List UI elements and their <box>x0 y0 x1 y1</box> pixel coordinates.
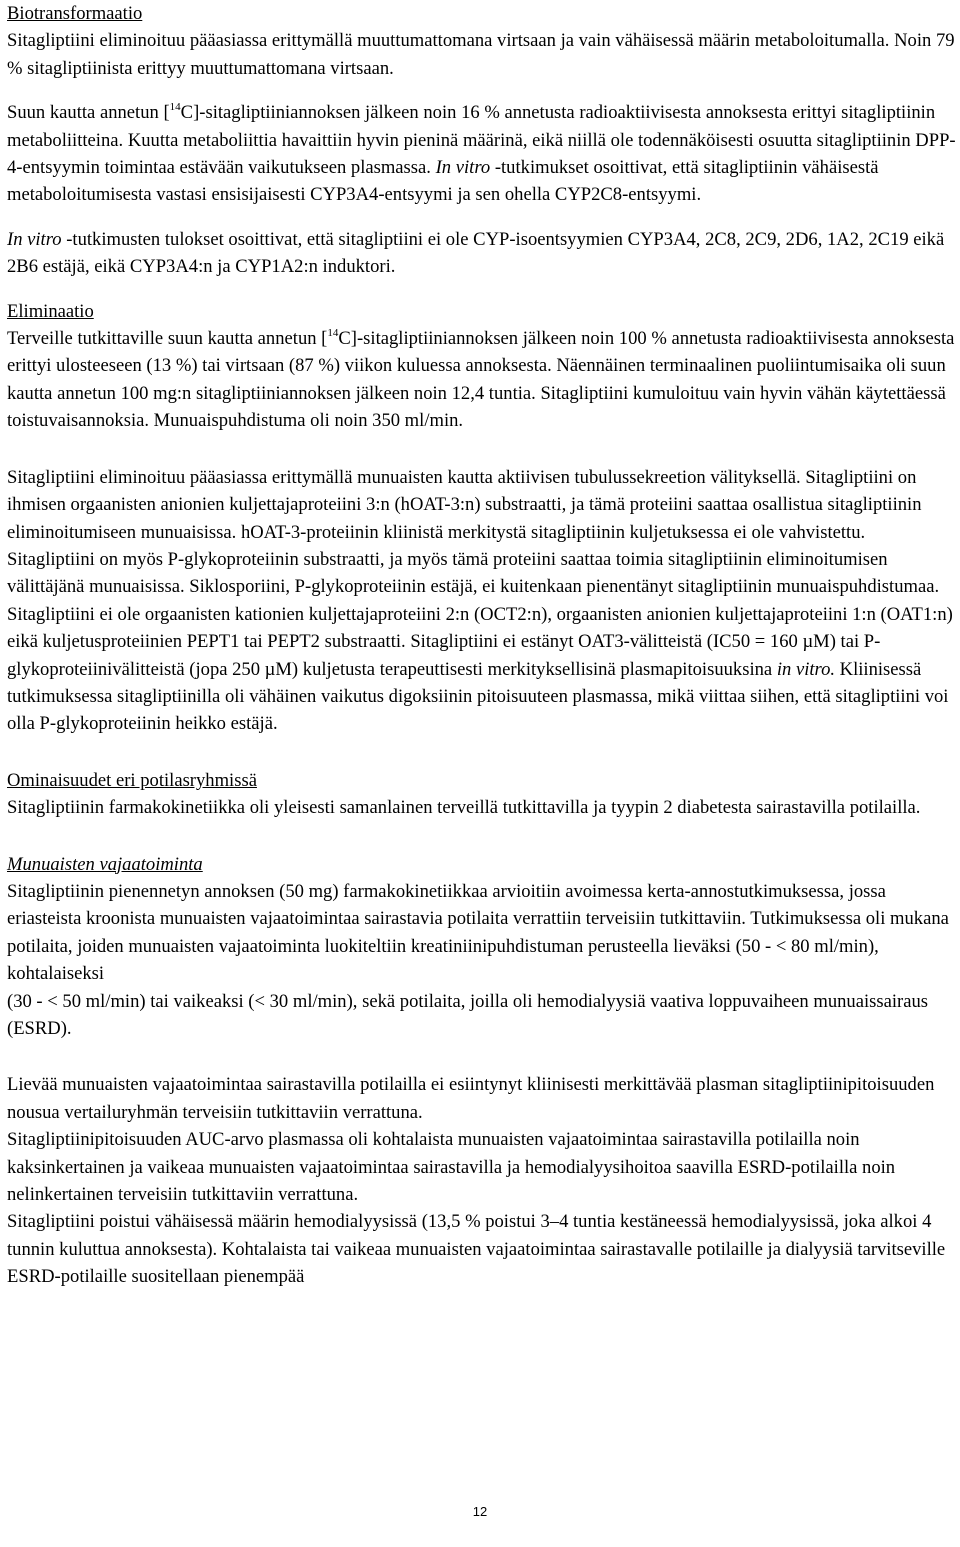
section-heading-biotransformation: Biotransformaatio <box>7 3 143 24</box>
italic-text: In vitro <box>435 157 491 179</box>
italic-text: In vitro <box>7 228 62 250</box>
text-run: Kliinisessä tutkimuksessa sitagliptiinilla oli vähäinen vaikutus digoksiinin pitoisuuteen plasmassa, mikä viittaa siihen, että sitagliptiini voi olla P-glykoproteiinin heikko estäjä. <box>7 658 949 735</box>
text-run: -tutkimusten tulokset osoittivat, että sitagliptiini ei ole CYP-isoentsyymien CYP3A4, 2C8, 2C9, 2D6, 1A2, 2C19 eikä 2B6 estäjä, eikä CYP3A4:n ja CYP1A2:n induktori. <box>7 228 945 278</box>
document-page <box>7 0 957 1291</box>
elimination-paragraph-2 <box>7 464 957 738</box>
renal-paragraph-2c: Sitagliptiini poistui vähäisessä määrin hemodialyysissä (13,5 % poistui 3–4 tuntia kestäneessä hemodialyysissä, joka alkoi 4 tunnin kuluttua annoksesta). Kohtalaista tai vaikeaa munuaisten vajaatoimintaa sairastavalle potilaille ja dialyysiä tarvitseville ESRD-potilaille suositellaan pienempää <box>7 1211 946 1288</box>
section-heading-patient-groups: Ominaisuudet eri potilasryhmissä <box>7 769 257 791</box>
superscript: 14 <box>327 327 339 340</box>
biotransformation-paragraph-2 <box>7 99 957 209</box>
text-run: C]-sitagliptiiniannoksen jälkeen noin 16 % annetusta radioaktiivisesta annoksesta erittyi sitagliptiinin metaboliitteina. Kuutta metaboliittia havaittiin hyvin pieninä määrinä, eikä niillä ole todennäköisesti osuutta sitagliptiinin DPP-4-entsyymin toimintaa estävään vaikutukseen plasmassa. <box>7 102 956 179</box>
page-number: 12 <box>472 1504 488 1519</box>
elimination-paragraph-1 <box>7 325 957 435</box>
superscript: 14 <box>169 101 181 114</box>
biotransformation-paragraph-1: Sitagliptiini eliminoituu pääasiassa erittymällä muuttumattomana virtsaan ja vain vähäisessä määrin metaboloitumalla. Noin 79 % sitagliptiinista erittyy muuttumattomana virtsaan. <box>7 30 955 79</box>
text-run: Suun kautta annetun [ <box>7 102 170 124</box>
renal-paragraph-1a: Sitagliptiinin pienennetyn annoksen (50 mg) farmakokinetiikkaa arvioitiin avoimessa kerta-annostutkimuksessa, jossa eriasteista kroonista munuaisten vajaatoimintaa sairastavia potilaita verrattiin terveisiin tutkittaviin. Tutkimuksessa oli mukana potilaita, joiden munuaisten vajaatoiminta luokiteltiin kreatiniinipuhdistuman perusteella lieväksi (50 - < 80 ml/min), kohtalaiseksi <box>7 880 949 985</box>
subsection-heading-renal-impairment: Munuaisten vajaatoiminta <box>7 853 203 875</box>
text-run: Terveille tutkittaville suun kautta annetun [ <box>7 328 328 350</box>
renal-paragraph-2a: Lievää munuaisten vajaatoimintaa sairastavilla potilailla ei esiintynyt kliinisesti merkittävää plasman sitagliptiinipitoisuuden nousua vertailuryhmän terveisiin tutkittaviin verrattuna. <box>7 1074 935 1123</box>
text-run: C]-sitagliptiiniannoksen jälkeen noin 100 % annetusta radioaktiivisesta annoksesta erittyi ulosteeseen (13 %) tai virtsaan (87 %) viikon kuluessa annoksesta. Näennäinen terminaalinen puoliintumisaika oli suun kautta annetun 100 mg:n sitagliptiiniannoksen jälkeen noin 12,4 tuntia. Sitagliptiini kumuloituu vain hyvin vähän käytettäessä toistuvaisannoksia. Munuaispuhdistuma oli noin 350 ml/min. <box>7 328 955 432</box>
renal-paragraph-1b: (30 - < 50 ml/min) tai vaikeaksi (< 30 ml/min), sekä potilaita, joilla oli hemodialyysiä vaativa loppuvaiheen munuaissairaus (ESRD). <box>7 990 929 1039</box>
renal-paragraph-2b: Sitagliptiinipitoisuuden AUC-arvo plasmassa oli kohtalaista munuaisten vajaatoimintaa sairastavilla potilailla noin kaksinkertainen ja vaikeaa munuaisten vajaatoimintaa sairastavilla ja hemodialyysihoitoa saavilla ESRD-potilailla noin nelinkertainen terveisiin tutkittaviin verrattuna. <box>7 1129 896 1206</box>
italic-text: in vitro. <box>776 658 836 680</box>
section-heading-elimination: Eliminaatio <box>7 300 94 322</box>
patient-groups-paragraph: Sitagliptiinin farmakokinetiikka oli yleisesti samanlainen terveillä tutkittavilla ja tyypin 2 diabetesta sairastavilla potilailla. <box>7 797 921 819</box>
biotransformation-paragraph-3 <box>7 226 957 281</box>
text-run: Sitagliptiini eliminoituu pääasiassa erittymällä munuaisten kautta aktiivisen tubulussekreetion välityksellä. Sitagliptiini on ihmisen orgaanisten anionien kuljettajaproteiini 3:n (hOAT-3:n) substraatti, ja tämä proteiini saattaa osallistua sitagliptiinin eliminoitumiseen munuaisissa. hOAT-3-proteiinin kliinistä merkitystä sitagliptiinin kuljetuksessa ei ole vahvistettu. Sitagliptiini on myös P-glykoproteiinin substraatti, ja myös tämä proteiini saattaa toimia sitagliptiinin eliminoitumisen välittäjänä munuaisissa. Siklosporiini, P-glykoproteiinin estäjä, ei kuitenkaan pienentänyt sitagliptiinin munuaispuhdistumaa. Sitagliptiini ei ole orgaanisten kationien kuljettajaproteiini 2:n (OCT2:n), orgaanisten anionien kuljettajaproteiini 1:n (OAT1:n) eikä kuljetusproteiinien PEPT1 tai PEPT2 substraatti. Sitagliptiini ei estänyt OAT3-välitteistä (IC50 = 160 µM) tai P-glykoproteiinivälitteistä (jopa 250 µM) kuljetusta terapeuttisesti merkityksellisinä plasmapitoisuuksina <box>7 466 953 680</box>
text-run: -tutkimukset osoittivat, että sitagliptiinin vähäisestä metaboloitumisesta vastasi ensisijaisesti CYP3A4-entsyymi ja sen ohella CYP2C8-entsyymi. <box>7 157 879 206</box>
